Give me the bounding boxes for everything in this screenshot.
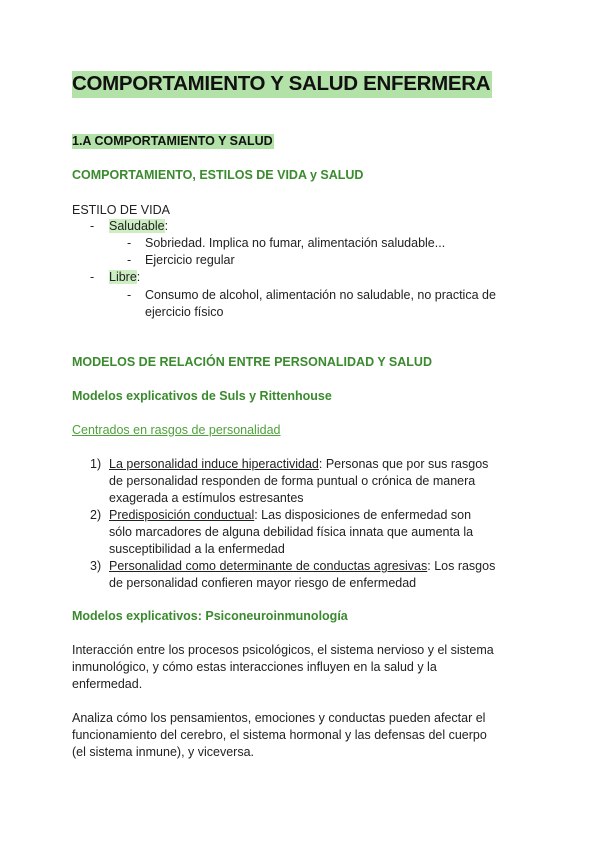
bullet-marker: - (90, 219, 95, 233)
list-item-saludable: Saludable: (109, 219, 169, 233)
subsection-heading-models: MODELOS DE RELACIÓN ENTRE PERSONALIDAD Y SALUD (72, 355, 432, 369)
numbered-item: Personalidad como determinante de conductas agresivas: Los rasgos (109, 559, 496, 573)
list-item-libre: Libre: (109, 270, 141, 284)
numbered-item-line: de personalidad confieren mayor riesgo de enfermedad (109, 576, 417, 590)
list-number: 1) (90, 457, 102, 471)
numbered-item-line: susceptibilidad a la enfermedad (109, 542, 285, 556)
numbered-item: Predisposición conductual: Las disposiciones de enfermedad son (109, 508, 472, 522)
list-item: Consumo de alcohol, alimentación no saludable, no practica de (145, 288, 496, 302)
bullet-marker: - (127, 236, 132, 250)
paragraph-line: inmunológico, y cómo estas interacciones influyen en la salud y la (72, 660, 437, 674)
list-number: 2) (90, 508, 102, 522)
item-term: Predisposición conductual (109, 508, 255, 522)
paragraph-line: Analiza cómo los pensamientos, emociones y conductas pueden afectar el (72, 711, 486, 725)
item-term: Personalidad como determinante de conductas agresivas (109, 559, 428, 573)
numbered-item-line: sólo marcadores de alguna debilidad física innata que aumenta la (109, 525, 474, 539)
item-term: La personalidad induce hiperactividad (109, 457, 319, 471)
numbered-item-line: de personalidad responden de forma puntual o crónica de manera (109, 474, 476, 488)
bullet-marker: - (90, 270, 95, 284)
paragraph-line: enfermedad. (72, 677, 143, 691)
paragraph-line: funcionamiento del cerebro, el sistema hormonal y las defensas del cuerpo (72, 728, 487, 742)
document-title: COMPORTAMIENTO Y SALUD ENFERMERA (72, 71, 492, 98)
list-item: Ejercicio regular (145, 253, 235, 267)
lifestyle-heading: ESTILO DE VIDA (72, 203, 170, 217)
subsection-heading-lifestyle: COMPORTAMIENTO, ESTILOS DE VIDA y SALUD (72, 168, 364, 182)
list-item-continuation: ejercicio físico (145, 305, 224, 319)
numbered-item: La personalidad induce hiperactividad: Personas que por sus rasgos (109, 457, 489, 471)
bullet-marker: - (127, 288, 132, 302)
libre-label: Libre (109, 270, 137, 284)
psico-heading: Modelos explicativos: Psiconeuroinmunología (72, 609, 348, 623)
saludable-label: Saludable (109, 219, 165, 233)
suls-heading: Modelos explicativos de Suls y Rittenhouse (72, 389, 332, 403)
paragraph-line: Interacción entre los procesos psicológicos, el sistema nervioso y el sistema (72, 643, 494, 657)
list-number: 3) (90, 559, 102, 573)
list-item: Sobriedad. Implica no fumar, alimentación saludable... (145, 236, 446, 250)
numbered-item-line: exagerada a estímulos estresantes (109, 491, 304, 505)
bullet-marker: - (127, 253, 132, 267)
paragraph-line: (el sistema inmune), y viceversa. (72, 745, 255, 759)
section-heading: 1.A COMPORTAMIENTO Y SALUD (72, 134, 273, 148)
traits-link[interactable]: Centrados en rasgos de personalidad (72, 423, 281, 437)
